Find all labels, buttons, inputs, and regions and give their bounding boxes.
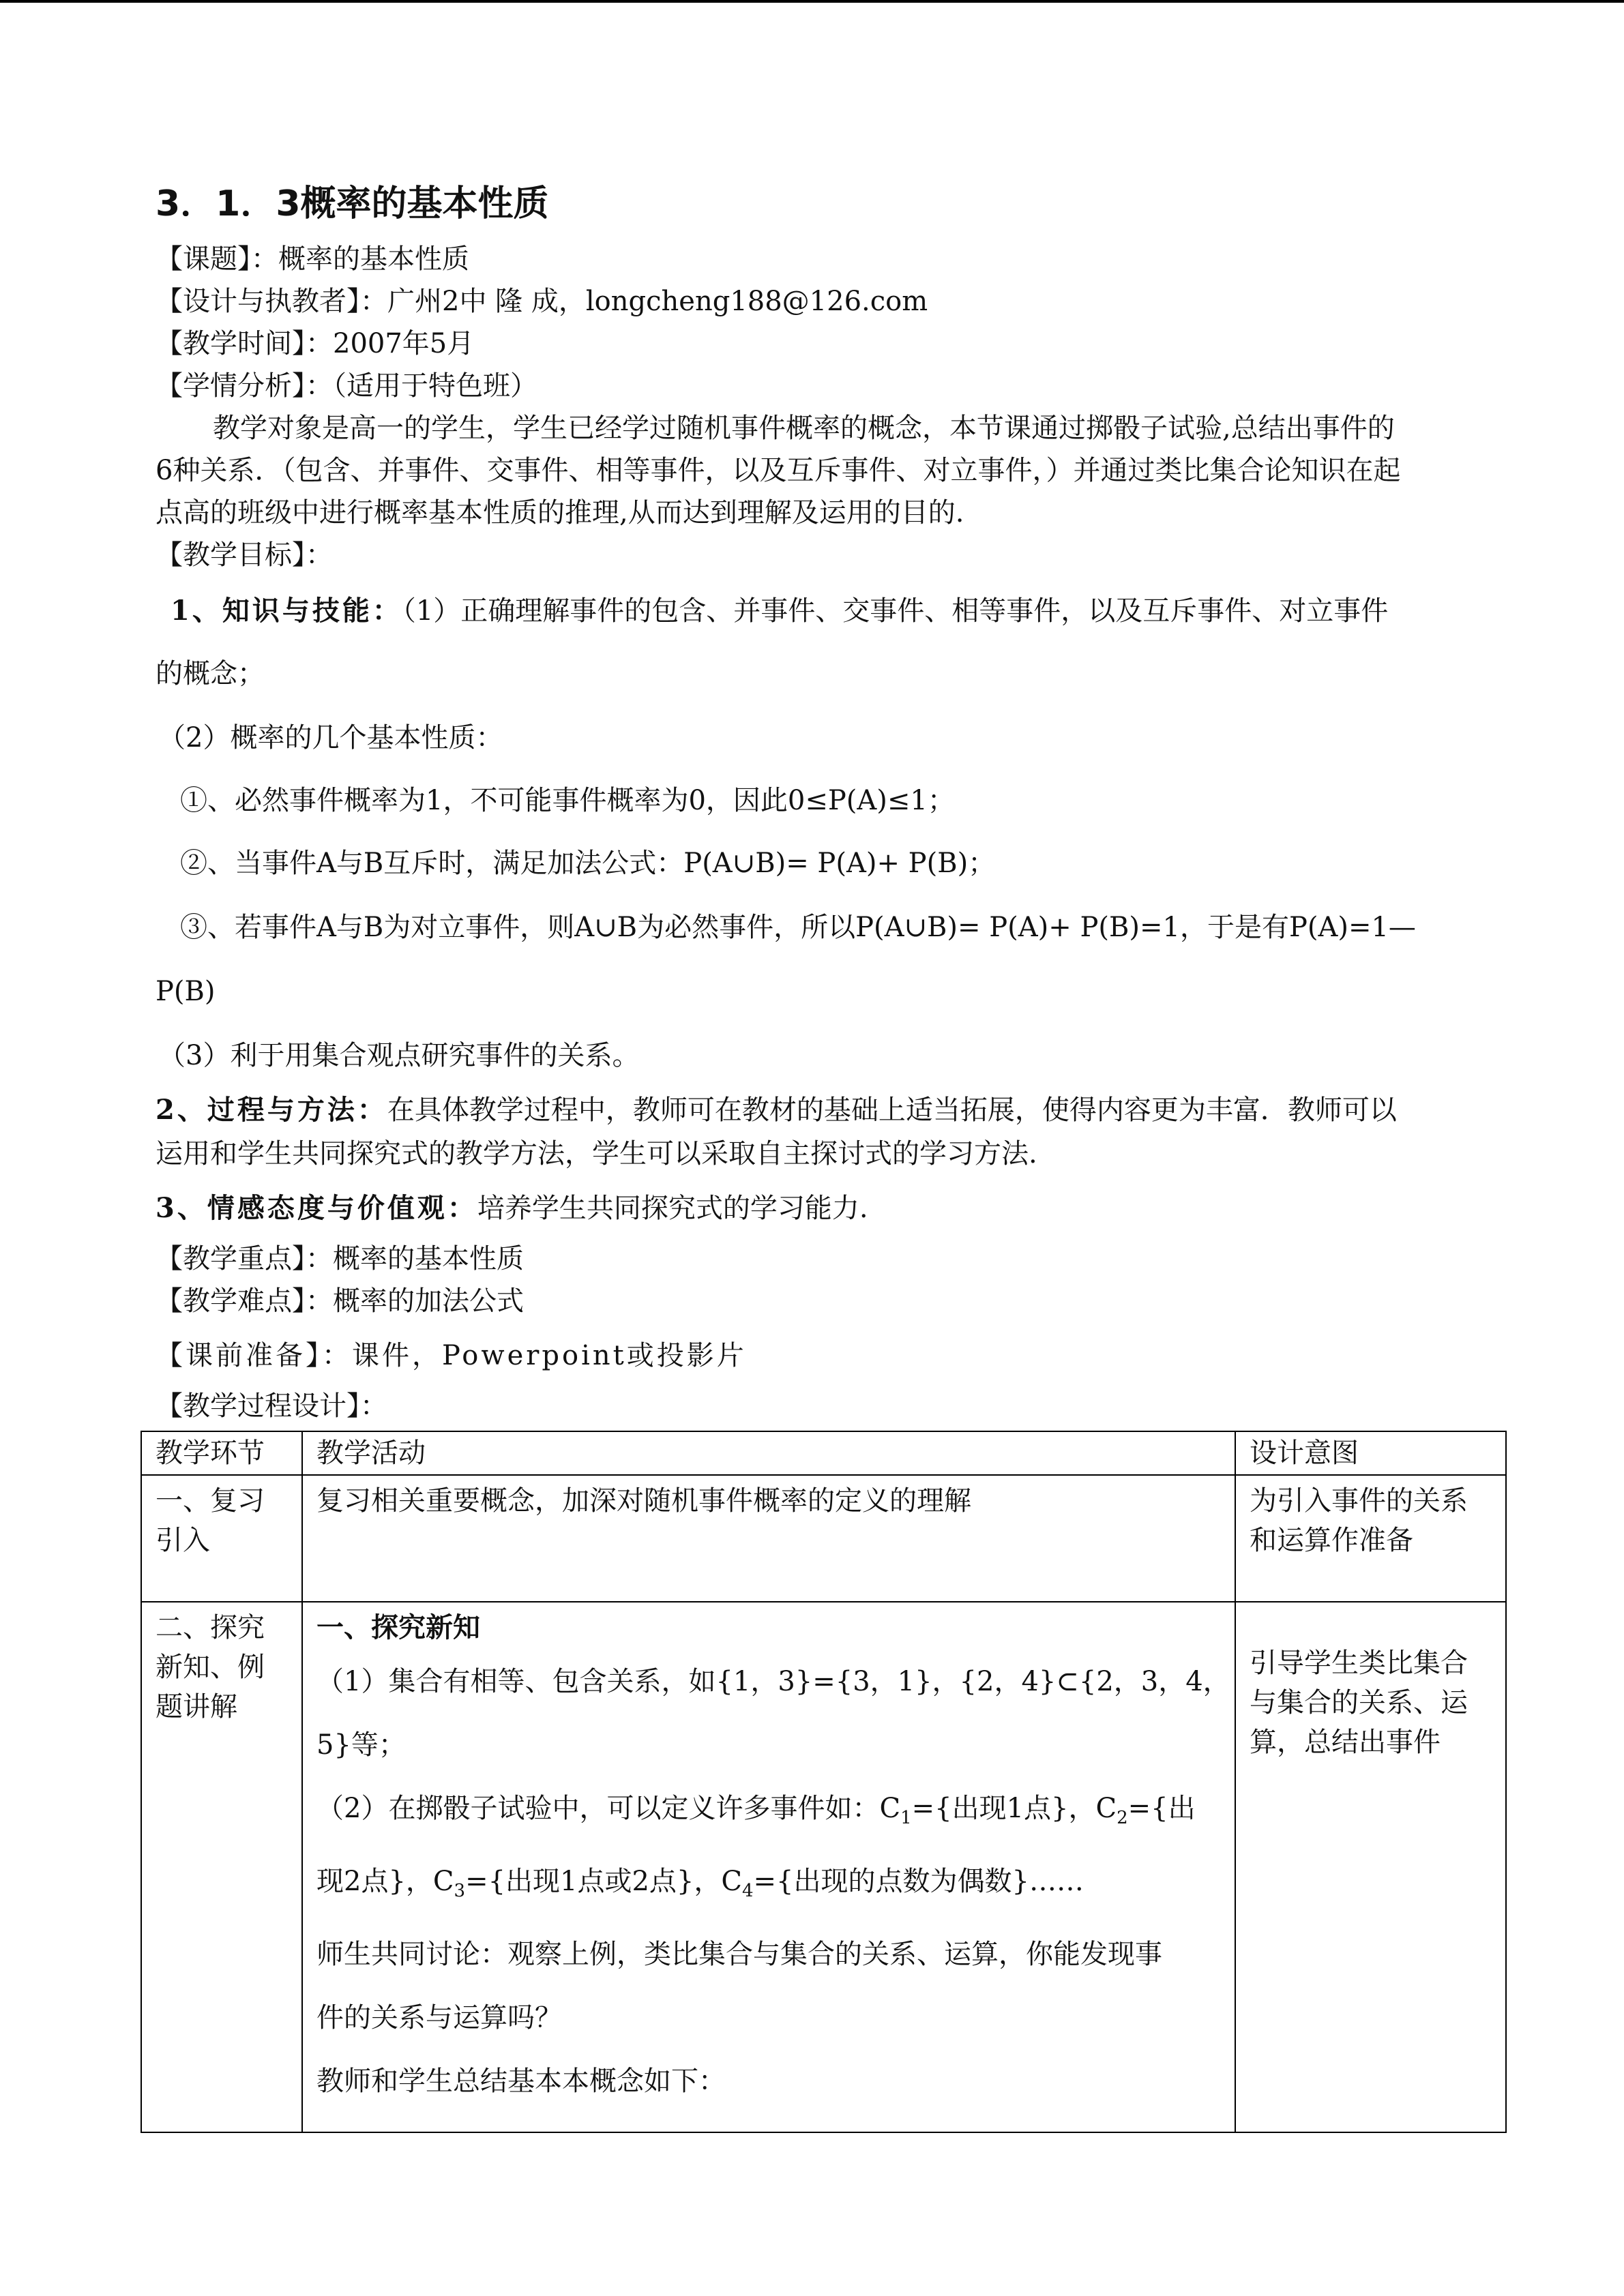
stage-text-line: 题讲解 [156, 1691, 237, 1723]
key-point-line: 【教学重点】：概率的基本性质 [156, 1243, 524, 1274]
teaching-time-line: 【教学时间】：2007年5月 [156, 328, 475, 359]
table-header-row [141, 1431, 1506, 1475]
subscript: 4 [741, 1881, 754, 1901]
activity-fragment: ={出现1点}，C [911, 1793, 1117, 1824]
goal-knowledge-line-1 [171, 595, 1388, 627]
activity-line: 师生共同讨论：观察上例，类比集合与集合的关系、运算，你能发现事 [316, 1939, 1162, 1970]
activity-fragment: ={出现的点数为偶数}…… [753, 1866, 1084, 1897]
subscript: 1 [900, 1808, 912, 1828]
goal-emotion-line [156, 1192, 868, 1225]
activity-text: 复习相关重要概念，加深对随机事件概率的定义的理解 [316, 1485, 971, 1517]
activity-fragment: （2）在掷骰子试验中，可以定义许多事件如：C [316, 1793, 901, 1824]
header-stage: 教学环节 [141, 1431, 302, 1475]
goal-knowledge-sub-2: （2）概率的几个基本性质： [158, 722, 503, 754]
teaching-process-table [141, 1431, 1507, 2133]
goal-emotion-label: 3、情感态度与价值观： [156, 1192, 477, 1224]
subscript: 3 [454, 1881, 466, 1901]
intent-text-line: 算，总结出事件 [1250, 1727, 1441, 1758]
stage-cell [141, 1475, 302, 1602]
activity-cell [302, 1475, 1235, 1602]
intent-text-line: 引导学生类比集合 [1250, 1648, 1468, 1679]
header-intent: 设计意图 [1235, 1431, 1506, 1475]
intent-text-line: 为引入事件的关系 [1250, 1485, 1468, 1517]
analysis-paragraph-line-3: 点高的班级中进行概率基本性质的推理,从而达到理解及运用的目的. [156, 497, 964, 528]
stage-cell [141, 1602, 302, 2132]
property-3-line-1: ③、若事件A与B为对立事件，则A∪B为必然事件，所以P(A∪B)= P(A)+ P(B)=1，于是有P(A)=1— [180, 912, 1416, 943]
goal-emotion-text: 培养学生共同探究式的学习能力. [477, 1193, 868, 1224]
property-3-line-2: P(B) [156, 976, 216, 1007]
student-analysis-line: 【学情分析】：（适用于特色班） [156, 370, 537, 402]
stage-text-line: 二、探究 [156, 1612, 265, 1643]
activity-line: 教师和学生总结基本本概念如下： [316, 2066, 726, 2097]
table-row [141, 1475, 1506, 1602]
intent-cell [1235, 1475, 1506, 1602]
header-activity: 教学活动 [302, 1431, 1235, 1475]
preparation-line: 【课前准备】：课件，Powerpoint或投影片 [156, 1340, 747, 1371]
analysis-paragraph-line-2: 6种关系．（包含、并事件、交事件、相等事件，以及互斥事件、对立事件，）并通过类比集合论知识在起 [156, 455, 1401, 486]
goal-knowledge-sub-3: （3）利于用集合观点研究事件的关系。 [158, 1040, 640, 1071]
intent-text-line: 和运算作准备 [1250, 1525, 1413, 1556]
activity-line [316, 1777, 1221, 1850]
stage-text-line: 引入 [156, 1525, 210, 1556]
activity-heading: 一、探究新知 [316, 1611, 480, 1643]
goal-process-label: 2、过程与方法： [156, 1094, 387, 1126]
goal-process-line-1 [156, 1094, 1397, 1127]
activity-cell [302, 1602, 1235, 2132]
analysis-paragraph-line-1: 教学对象是高一的学生，学生已经学过随机事件概率的概念，本节课通过掷骰子试验,总结出事件的 [213, 413, 1395, 444]
designer-line: 【设计与执教者】：广州2中 隆 成，longcheng188@126.com [156, 286, 928, 317]
goals-heading: 【教学目标】： [156, 539, 333, 571]
topic-line: 【课题】：概率的基本性质 [156, 243, 469, 275]
process-heading: 【教学过程设计】： [156, 1390, 387, 1422]
activity-fragment: 现2点}，C [316, 1866, 454, 1897]
goal-knowledge-line-2: 的概念； [156, 658, 265, 689]
activity-line: 5}等； [316, 1729, 406, 1761]
activity-line: 件的关系与运算吗？ [316, 2002, 562, 2033]
activity-line [316, 1850, 1221, 1923]
page-title: 3．1．3概率的基本性质 [156, 183, 549, 224]
stage-text-line: 一、复习 [156, 1485, 265, 1517]
goal-knowledge-text: （1）正确理解事件的包含、并事件、交事件、相等事件，以及互斥事件、对立事件 [402, 595, 1389, 627]
activity-fragment: ={出 [1127, 1793, 1196, 1824]
activity-fragment: ={出现1点或2点}，C [465, 1866, 742, 1897]
goal-knowledge-label: 1、知识与技能： [171, 595, 402, 627]
page-top-border [0, 0, 1624, 3]
subscript: 2 [1117, 1808, 1128, 1828]
table-row [141, 1602, 1506, 2132]
intent-text-line: 与集合的关系、运 [1250, 1687, 1468, 1718]
property-2: ②、当事件A与B互斥时，满足加法公式：P(A∪B)= P(A)+ P(B)； [180, 848, 996, 879]
goal-process-text: 在具体教学过程中，教师可在教材的基础上适当拓展，使得内容更为丰富．教师可以 [387, 1094, 1397, 1126]
intent-cell [1235, 1602, 1506, 2132]
activity-line: （1）集合有相等、包含关系，如{1，3}={3，1}，{2，4}⊂{2，3，4， [316, 1666, 1230, 1697]
difficulty-line: 【教学难点】：概率的加法公式 [156, 1285, 524, 1317]
stage-text-line: 新知、例 [156, 1652, 265, 1683]
goal-process-line-2: 运用和学生共同探究式的教学方法，学生可以采取自主探讨式的学习方法. [156, 1138, 1037, 1169]
property-1: ①、必然事件概率为1，不可能事件概率为0，因此0≤P(A)≤1； [180, 785, 955, 816]
